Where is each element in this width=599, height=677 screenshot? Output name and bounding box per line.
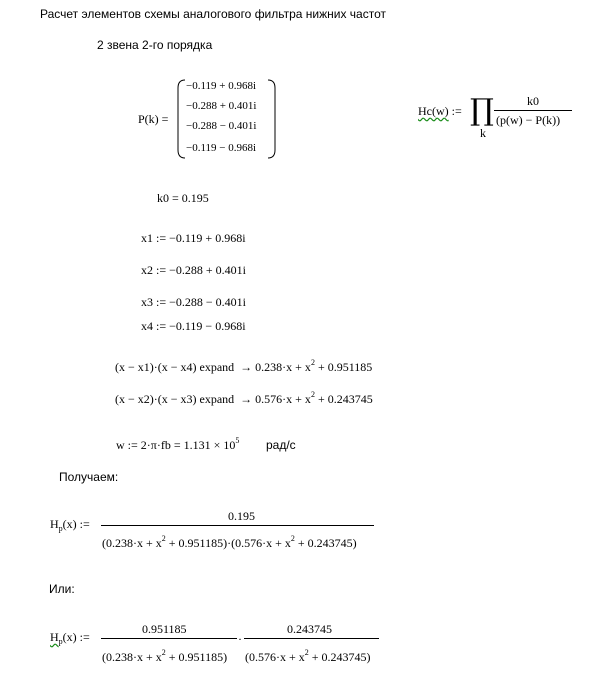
fraction-bar: [244, 638, 379, 639]
hp2-denominator-1: $(0.238\cdot x + x^2 + 0.951185)$: [102, 648, 228, 664]
hp2-denominator-2: $(0.576\cdot x + x^2 + 0.243745)$: [245, 648, 371, 664]
matrix-row: −0.119 − 0.968i: [186, 142, 257, 154]
hp2-numerator-1: 0.951185: [142, 622, 187, 636]
poluchaem-label: Получаем:: [59, 470, 119, 484]
x-def: x2 := −0.288 + 0.401i: [141, 263, 246, 277]
expand-row-2: (x − x2)·(x − x3) expand → $0.576\cdot x + x^2 + 0.243745$: [115, 390, 373, 406]
hp2-numerator-2: 0.243745: [287, 622, 332, 636]
k0-value: k0 = 0.195: [157, 191, 209, 205]
hc-name: Hc(w): [418, 104, 449, 118]
hp2-dot: ·: [238, 632, 242, 646]
matrix-lhs: P(k) =: [138, 112, 169, 126]
x-def: x4 := −0.119 − 0.968i: [141, 319, 246, 333]
fraction-bar: [101, 525, 374, 526]
matrix-row: −0.288 − 0.401i: [186, 120, 257, 132]
w-unit: рад/с: [266, 438, 296, 452]
x-def: x1 := −0.119 + 0.968i: [141, 231, 246, 245]
hp1-denominator: $(0.238\cdot x + x^2 + 0.951185)\cdot(0.576\cdot x + x^2 + 0.243745)$: [102, 534, 357, 550]
hp1-numerator: 0.195: [228, 509, 255, 523]
hc-numerator: k0: [527, 94, 539, 108]
subtitle: 2 звена 2-го порядка: [97, 38, 213, 52]
expand-row-1: (x − x1)·(x − x4) expand → $0.238\cdot x + x^2 + 0.951185$: [115, 358, 373, 374]
fraction-bar: [101, 638, 237, 639]
matrix-row: −0.288 + 0.401i: [186, 100, 257, 112]
page-title: Расчет элементов схемы аналогового фильтра нижних частот: [40, 7, 386, 21]
hc-denominator: (p(w) − P(k)): [496, 113, 561, 127]
fraction-bar: [494, 110, 572, 111]
matrix-row: −0.119 + 0.968i: [186, 80, 257, 92]
product-index: k: [480, 126, 486, 140]
w-definition: w := $2\cdot\pi\cdot fb = 1.131 \times 10^5$: [116, 436, 240, 452]
hc-assign: :=: [451, 104, 462, 118]
product-symbol: ∏: [470, 93, 494, 128]
x-def: x3 := −0.288 − 0.401i: [141, 295, 246, 309]
ili-label: Или:: [49, 582, 75, 596]
